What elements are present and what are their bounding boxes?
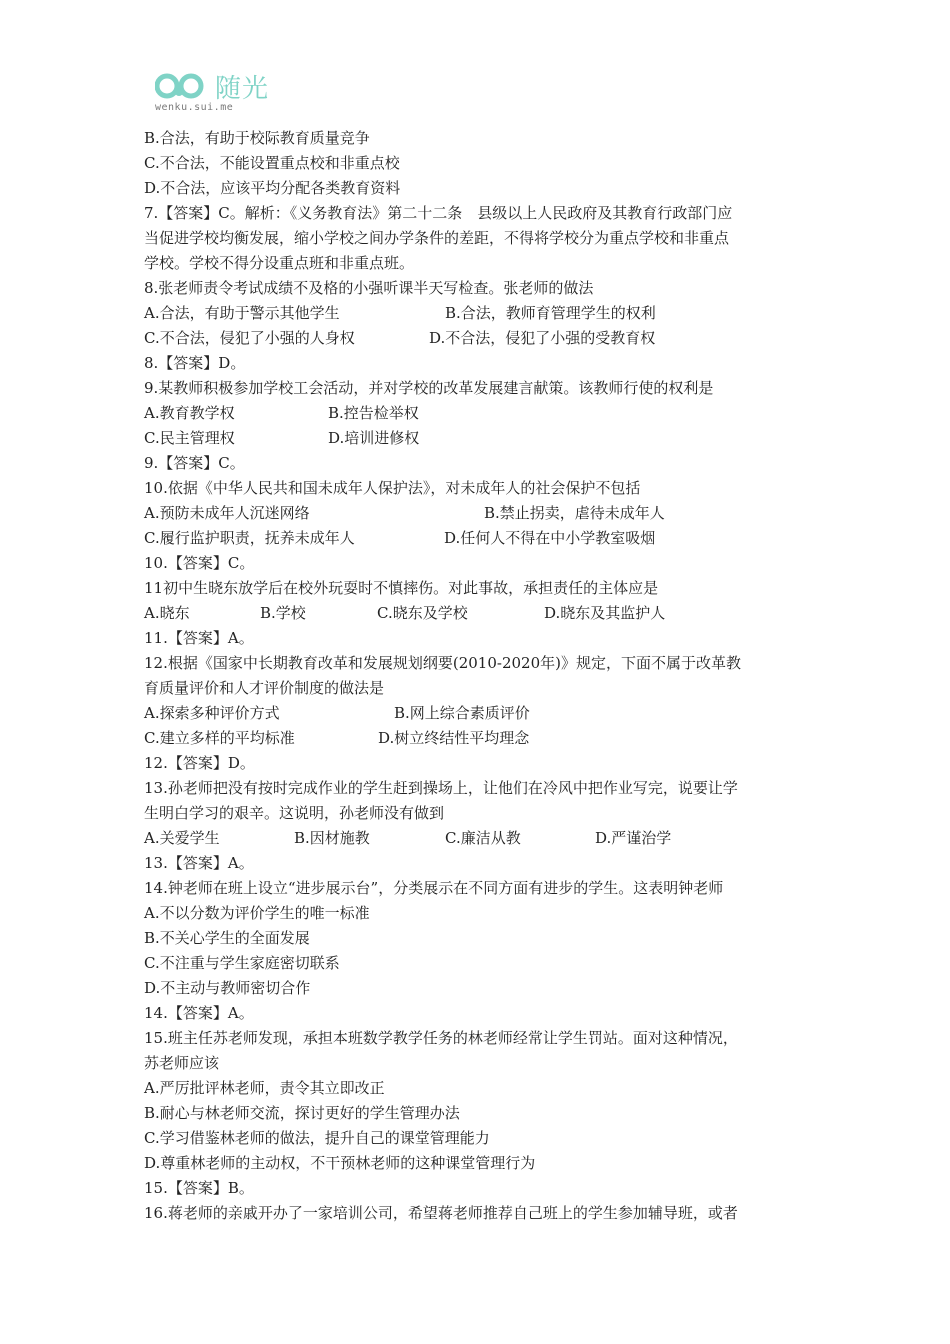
option-a: A.教育教学权	[144, 404, 235, 422]
option-row	[144, 301, 814, 326]
answer-line: 15.【答案】B。	[144, 1179, 254, 1197]
option-b: B.网上综合素质评价	[394, 704, 530, 722]
option-line: D.不主动与教师密切合作	[144, 979, 311, 997]
logo-brand: 随光	[215, 74, 270, 104]
option-a: A.关爱学生	[144, 829, 220, 847]
answer-line: 11.【答案】A。	[144, 629, 254, 647]
question-stem: 11初中生晓东放学后在校外玩耍时不慎摔伤。对此事故，承担责任的主体应是	[144, 579, 659, 597]
text-line: B.合法，有助于校际教育质量竞争	[144, 129, 370, 147]
option-line: B.不关心学生的全面发展	[144, 929, 310, 947]
question-stem: 育质量评价和人才评价制度的做法是	[144, 679, 385, 697]
option-d: D.不合法，侵犯了小强的受教育权	[429, 329, 656, 347]
option-line: D.尊重林老师的主动权，不干预林老师的这种课堂管理行为	[144, 1154, 536, 1172]
option-d: D.树立终结性平均理念	[378, 729, 530, 747]
question-stem: 12.根据《国家中长期教育改革和发展规划纲要(2010-2020年)》规定，下面不属于改革教	[144, 654, 741, 672]
question-stem: 9.某教师积极参加学校工会活动，并对学校的改革发展建言献策。该教师行使的权利是	[144, 379, 714, 397]
answer-line: 12.【答案】D。	[144, 754, 255, 772]
option-d: D.培训进修权	[328, 429, 420, 447]
option-line: B.耐心与林老师交流，探讨更好的学生管理办法	[144, 1104, 460, 1122]
option-row	[144, 401, 814, 426]
option-b: B.控告检举权	[328, 404, 419, 422]
option-b: B.学校	[260, 604, 306, 622]
question-stem: 10.依据《中华人民共和国未成年人保护法》，对未成年人的社会保护不包括	[144, 479, 641, 497]
option-b: B.合法，教师育管理学生的权利	[445, 304, 656, 322]
document-body	[144, 126, 814, 1226]
option-line: C.学习借鉴林老师的做法，提升自己的课堂管理能力	[144, 1129, 490, 1147]
logo-url: wenku.sui.me	[155, 102, 234, 113]
text-line: 当促进学校均衡发展，缩小学校之间办学条件的差距，不得将学校分为重点学校和非重点	[144, 229, 730, 247]
option-d: D.任何人不得在中小学教室吸烟	[444, 529, 656, 547]
option-row	[144, 601, 814, 626]
option-row	[144, 526, 814, 551]
option-a: A.晓东	[144, 604, 190, 622]
option-a: A.预防未成年人沉迷网络	[144, 504, 310, 522]
question-stem: 16.蒋老师的亲戚开办了一家培训公司，希望蒋老师推荐自己班上的学生参加辅导班，或者	[144, 1204, 738, 1222]
answer-line: 8.【答案】D。	[144, 354, 246, 372]
option-a: A.合法，有助于警示其他学生	[144, 304, 340, 322]
answer-line: 9.【答案】C。	[144, 454, 245, 472]
question-stem: 苏老师应该	[144, 1054, 220, 1072]
option-a: A.探索多种评价方式	[144, 704, 280, 722]
option-row	[144, 501, 814, 526]
question-stem: 14.钟老师在班上设立“进步展示台”，分类展示在不同方面有进步的学生。这表明钟老师	[144, 879, 724, 897]
logo-mark-icon	[155, 70, 211, 102]
text-line: C.不合法，不能设置重点校和非重点校	[144, 154, 400, 172]
option-row	[144, 701, 814, 726]
option-b: B.禁止拐卖，虐待未成年人	[484, 504, 665, 522]
option-c: C.民主管理权	[144, 429, 235, 447]
option-c: C.廉洁从教	[445, 829, 521, 847]
text-line: 8.张老师责令考试成绩不及格的小强听课半天写检查。张老师的做法	[144, 279, 594, 297]
option-c: C.履行监护职责，抚养未成年人	[144, 529, 355, 547]
logo	[155, 66, 305, 112]
option-c: C.晓东及学校	[377, 604, 468, 622]
option-row	[144, 426, 814, 451]
text-line: 学校。学校不得分设重点班和非重点班。	[144, 254, 415, 272]
option-c: C.建立多样的平均标准	[144, 729, 295, 747]
option-line: A.严厉批评林老师，责令其立即改正	[144, 1079, 385, 1097]
answer-line: 14.【答案】A。	[144, 1004, 254, 1022]
option-b: B.因材施教	[294, 829, 370, 847]
question-stem: 生明白学习的艰辛。这说明，孙老师没有做到	[144, 804, 445, 822]
option-line: A.不以分数为评价学生的唯一标准	[144, 904, 370, 922]
option-row	[144, 826, 814, 851]
option-c: C.不合法，侵犯了小强的人身权	[144, 329, 355, 347]
option-line: C.不注重与学生家庭密切联系	[144, 954, 340, 972]
option-row	[144, 726, 814, 751]
text-line: 7.【答案】C。解析：《义务教育法》第二十二条 县级以上人民政府及其教育行政部门应	[144, 204, 733, 222]
answer-line: 10.【答案】C。	[144, 554, 255, 572]
question-stem: 13.孙老师把没有按时完成作业的学生赶到操场上，让他们在冷风中把作业写完，说要让学	[144, 779, 738, 797]
option-row	[144, 326, 814, 351]
text-line: D.不合法，应该平均分配各类教育资料	[144, 179, 401, 197]
option-d: D.晓东及其监护人	[544, 604, 666, 622]
answer-line: 13.【答案】A。	[144, 854, 254, 872]
question-stem: 15.班主任苏老师发现，承担本班数学教学任务的林老师经常让学生罚站。面对这种情况，	[144, 1029, 738, 1047]
option-d: D.严谨治学	[595, 829, 672, 847]
